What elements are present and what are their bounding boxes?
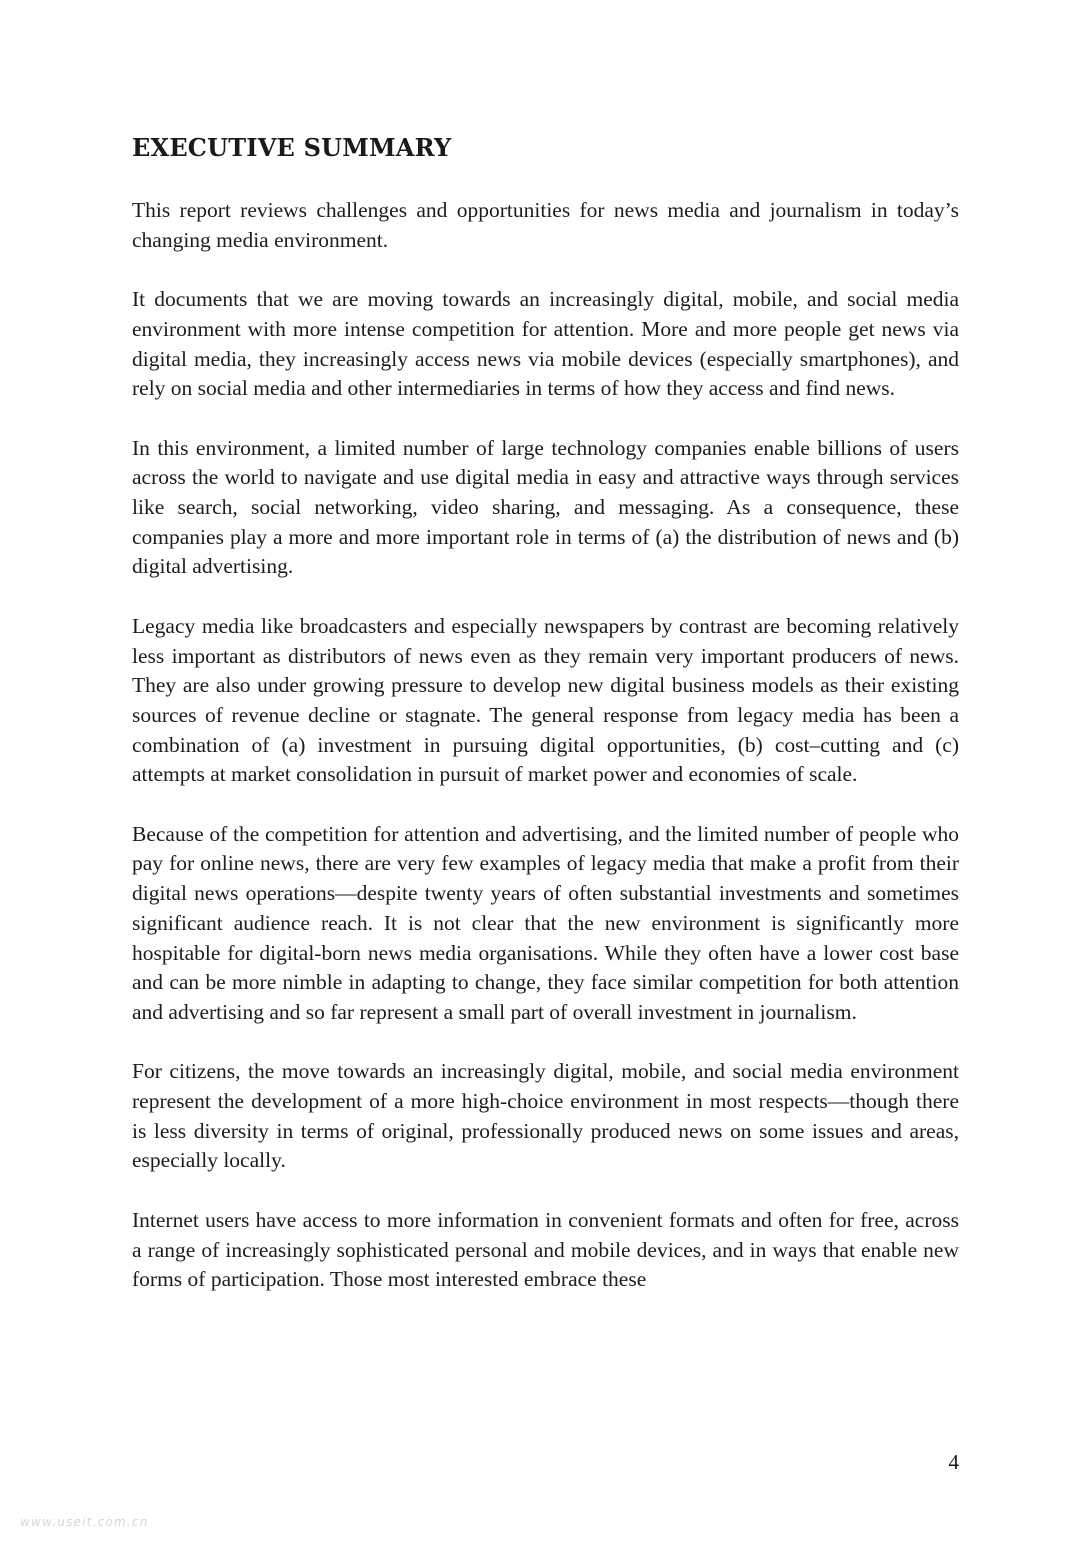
paragraph-5: Because of the competition for attention and advertising, and the limited number of people who pay for online news, there are very few examples of legacy media that make a profit from their digital news operations—despite twenty years of often substantial investments and sometimes significant audience reach. It is not clear that the new environment is significantly more hospitable for digital-born news media organisations. While they often have a lower cost base and can be more nimble in adapting to change, they face similar competition for both attention and advertising and so far represent a small part of overall investment in journalism. xyxy=(132,821,959,1024)
body-text xyxy=(132,196,959,1325)
paragraph-4: Legacy media like broadcasters and especially newspapers by contrast are becoming relatively less important as distributors of news even as they remain very important producers of news. They are also under growing pressure to develop new digital business models as their existing sources of revenue decline or stagnate. The general response from legacy media has been a combination of (a) investment in pursuing digital opportunities, (b) cost–cutting and (c) attempts at market consolidation in pursuit of market power and economies of scale. xyxy=(132,613,959,787)
paragraph-1: This report reviews challenges and opportunities for news media and journalism in today’s changing media environment. xyxy=(132,198,959,252)
page-number: 4 xyxy=(948,1450,959,1474)
paragraph-2: It documents that we are moving towards an increasingly digital, mobile, and social media environment with more intense competition for attention. More and more people get news via digital media, they increasingly access news via mobile devices (especially smartphones), and rely on social media and other intermediaries in terms of how they access and find news. xyxy=(132,287,959,401)
paragraph-3: In this environment, a limited number of large technology companies enable billions of users across the world to navigate and use digital media in easy and attractive ways through services like search, social networking, video sharing, and messaging. As a consequence, these companies play a more and more important role in terms of (a) the distribution of news and (b) digital advertising. xyxy=(132,435,959,579)
watermark: www.useit.com.cn xyxy=(20,1515,149,1529)
paragraph-7: Internet users have access to more information in convenient formats and often for free, across a range of increasingly sophisticated personal and mobile devices, and in ways that enable new forms of participation. Those most interested embrace these xyxy=(132,1207,959,1292)
section-heading: EXECUTIVE SUMMARY xyxy=(132,133,452,162)
paragraph-6: For citizens, the move towards an increasingly digital, mobile, and social media environment represent the development of a more high-choice environment in most respects—though there is less diversity in terms of original, professionally produced news on some issues and areas, especially locally. xyxy=(132,1059,959,1173)
